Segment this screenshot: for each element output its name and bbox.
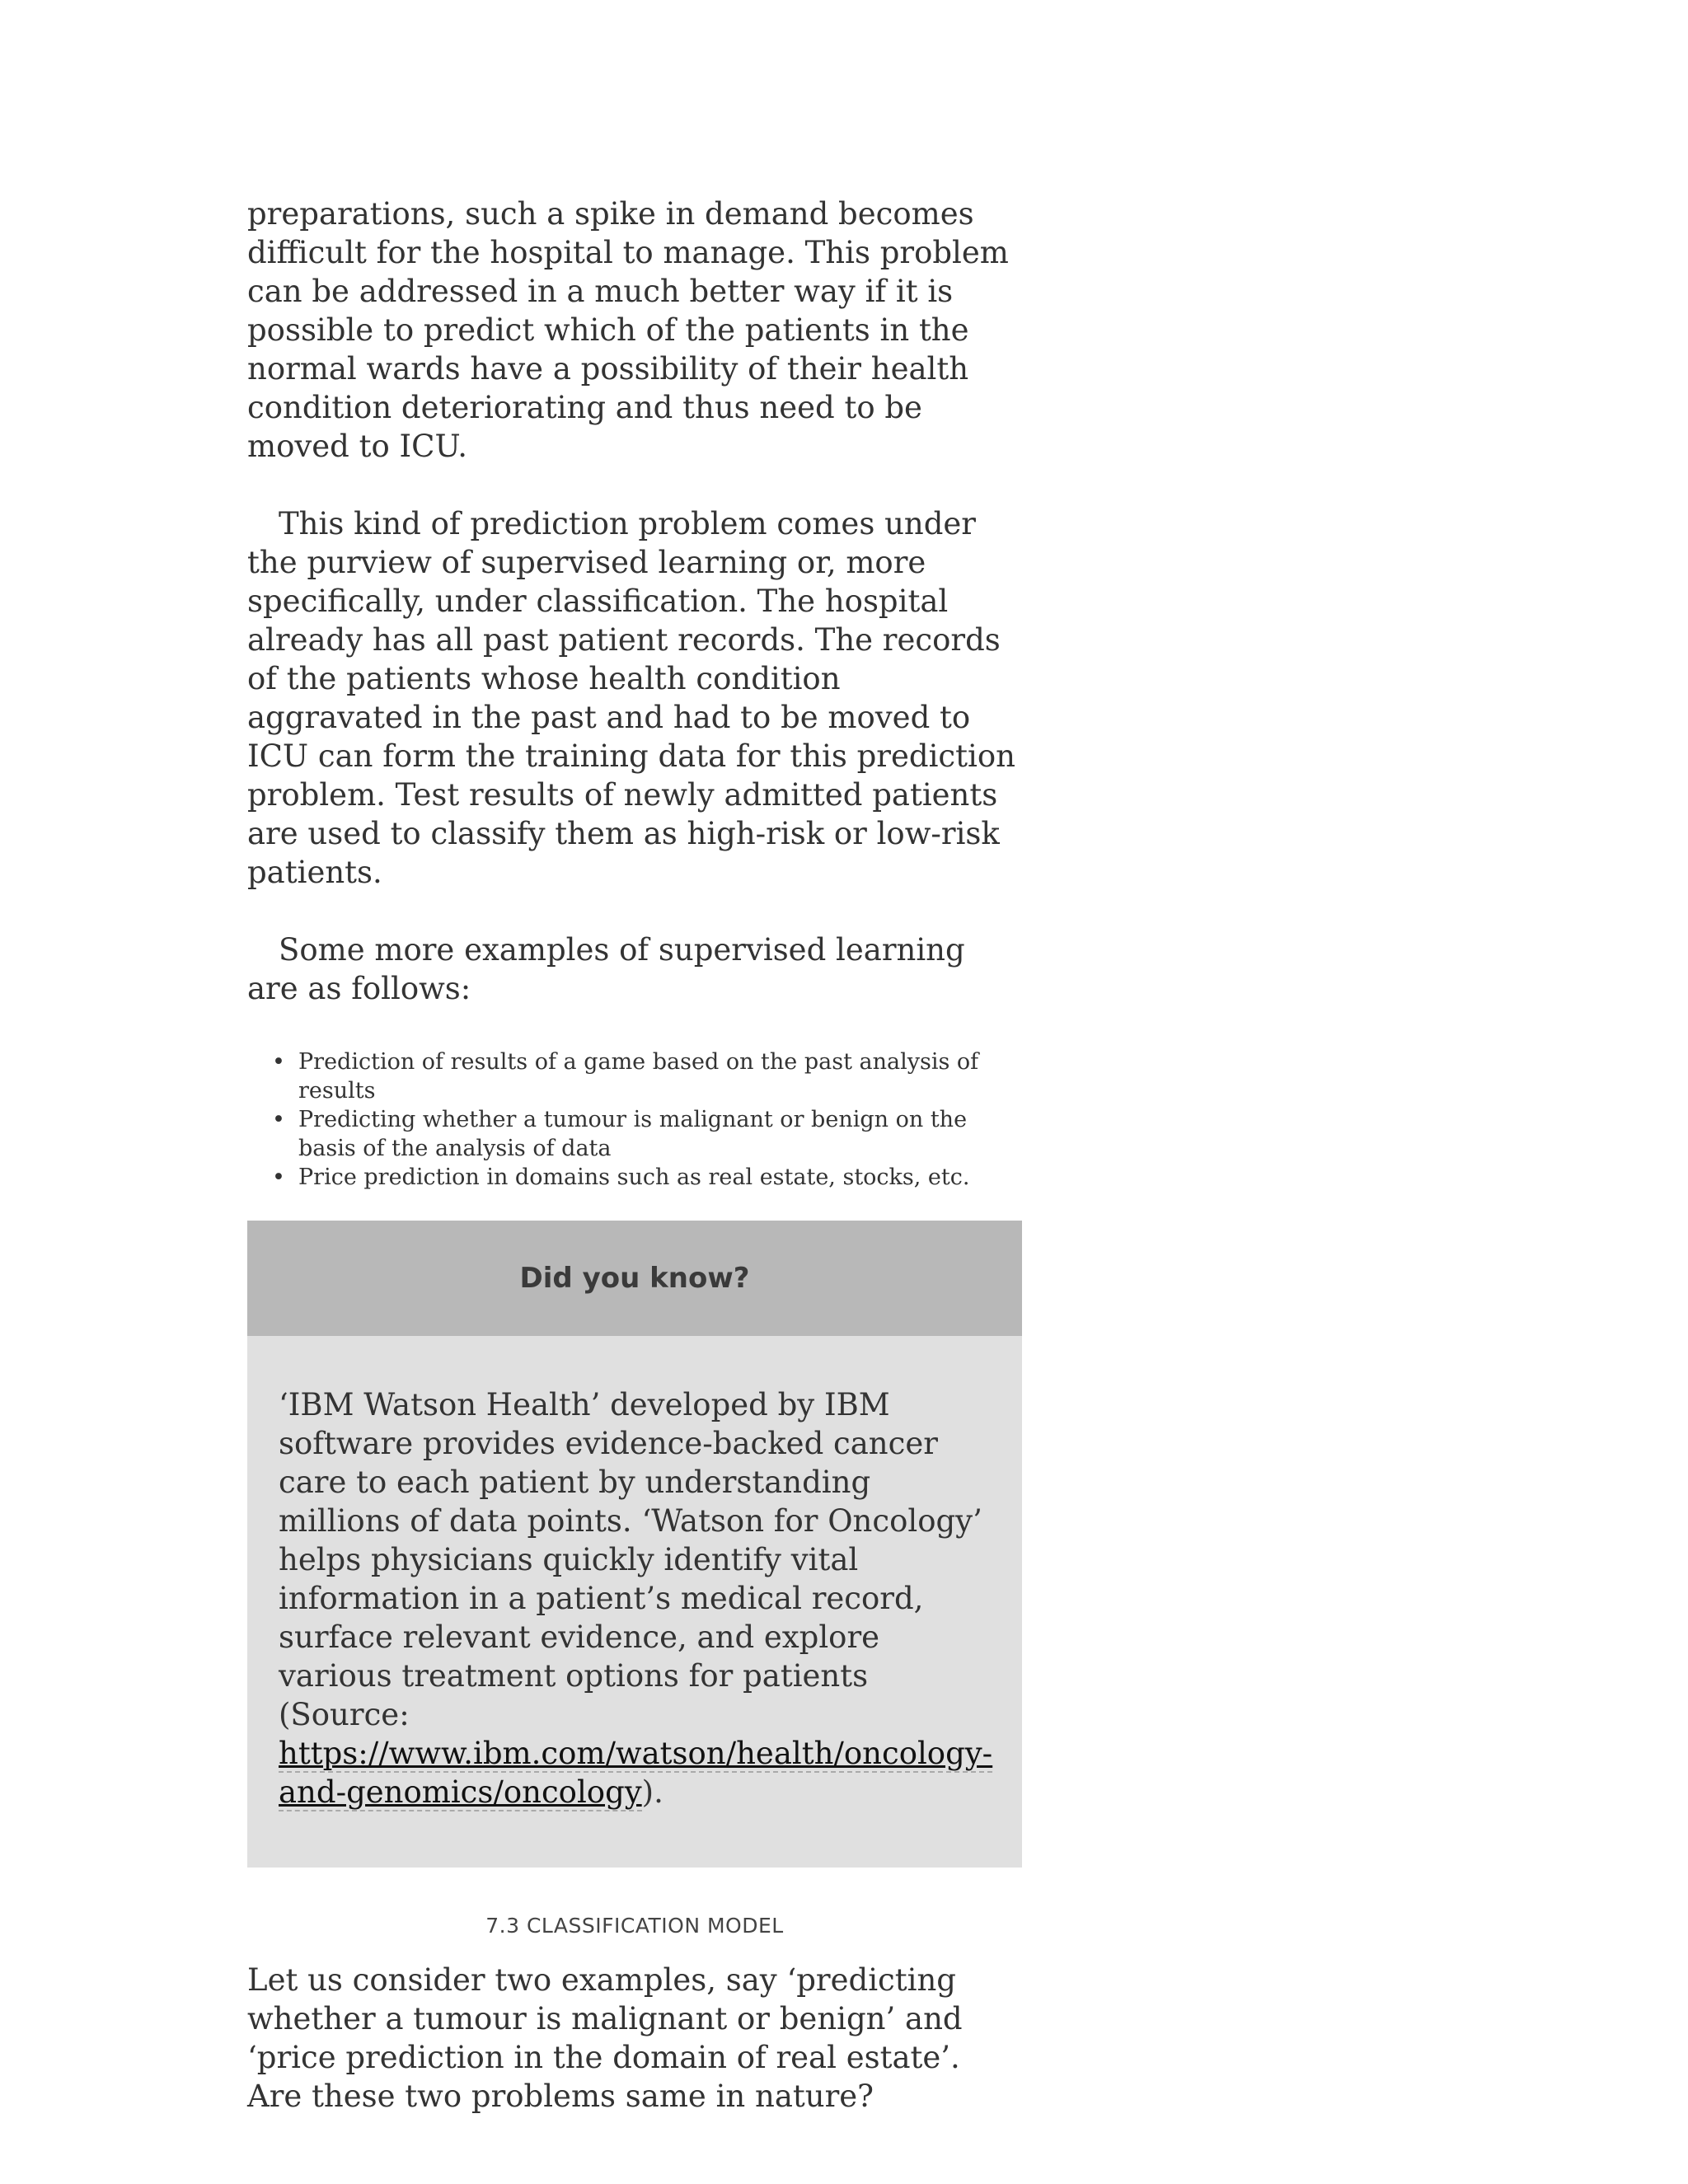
list-item-text: Predicting whether a tumour is malignant or benign on the basis of the analysis of data bbox=[298, 1107, 968, 1161]
callout-heading: Did you know? bbox=[247, 1221, 1022, 1336]
paragraph-classification: This kind of prediction problem comes under the purview of supervised learning or, more specifically, under classification. The hospital already has all past patient records. The records of the patients whose health condition aggravated in the past and had to be moved to ICU can form the training data for this prediction problem. Test results of newly admitted patients are used to classify them as high-risk or low-risk patients. bbox=[247, 506, 1015, 890]
did-you-know-box bbox=[247, 1221, 1022, 1868]
page-content bbox=[247, 194, 1022, 2154]
callout-body bbox=[247, 1336, 1022, 1868]
section-heading: 7.3 CLASSIFICATION MODEL bbox=[485, 1914, 784, 1938]
list-item-text: Prediction of results of a game based on the past analysis of results bbox=[298, 1049, 979, 1104]
paragraph-two-examples: Let us consider two examples, say ‘predicting whether a tumour is malignant or benign’ and ‘price prediction in the domain of real estate’. Are these two problems same in nature? bbox=[247, 1962, 963, 2114]
paragraph-icu-prediction: preparations, such a spike in demand becomes difficult for the hospital to manage. This problem can be addressed in a much better way if it is possible to predict which of the patients in the normal wards have a possibility of their health condition deteriorating and thus need to be moved to ICU. bbox=[247, 196, 1009, 464]
callout-text: ‘IBM Watson Health’ developed by IBM software provides evidence-backed cancer care to each patient by understanding millions of data points. ‘Watson for Oncology’ helps physicians quickly identify vital information in a patient’s medical record, surface relevant evidence, and explore various treatment options for patients bbox=[279, 1387, 982, 1694]
list-item bbox=[272, 1047, 1022, 1105]
paragraph-more-examples: Some more examples of supervised learning are as follows: bbox=[247, 932, 965, 1006]
source-link[interactable]: https://www.ibm.com/watson/health/oncology-and-genomics/oncology bbox=[279, 1736, 993, 1810]
list-item-text: Price prediction in domains such as real estate, stocks, etc. bbox=[298, 1165, 970, 1190]
examples-list bbox=[247, 1047, 1022, 1192]
bullet-icon: • bbox=[272, 1165, 285, 1190]
source-prefix: (Source: bbox=[279, 1697, 410, 1732]
bullet-icon: • bbox=[272, 1049, 285, 1075]
list-item bbox=[272, 1105, 1022, 1163]
source-suffix: ). bbox=[641, 1774, 663, 1810]
bullet-icon: • bbox=[272, 1107, 285, 1132]
list-item bbox=[272, 1163, 1022, 1192]
